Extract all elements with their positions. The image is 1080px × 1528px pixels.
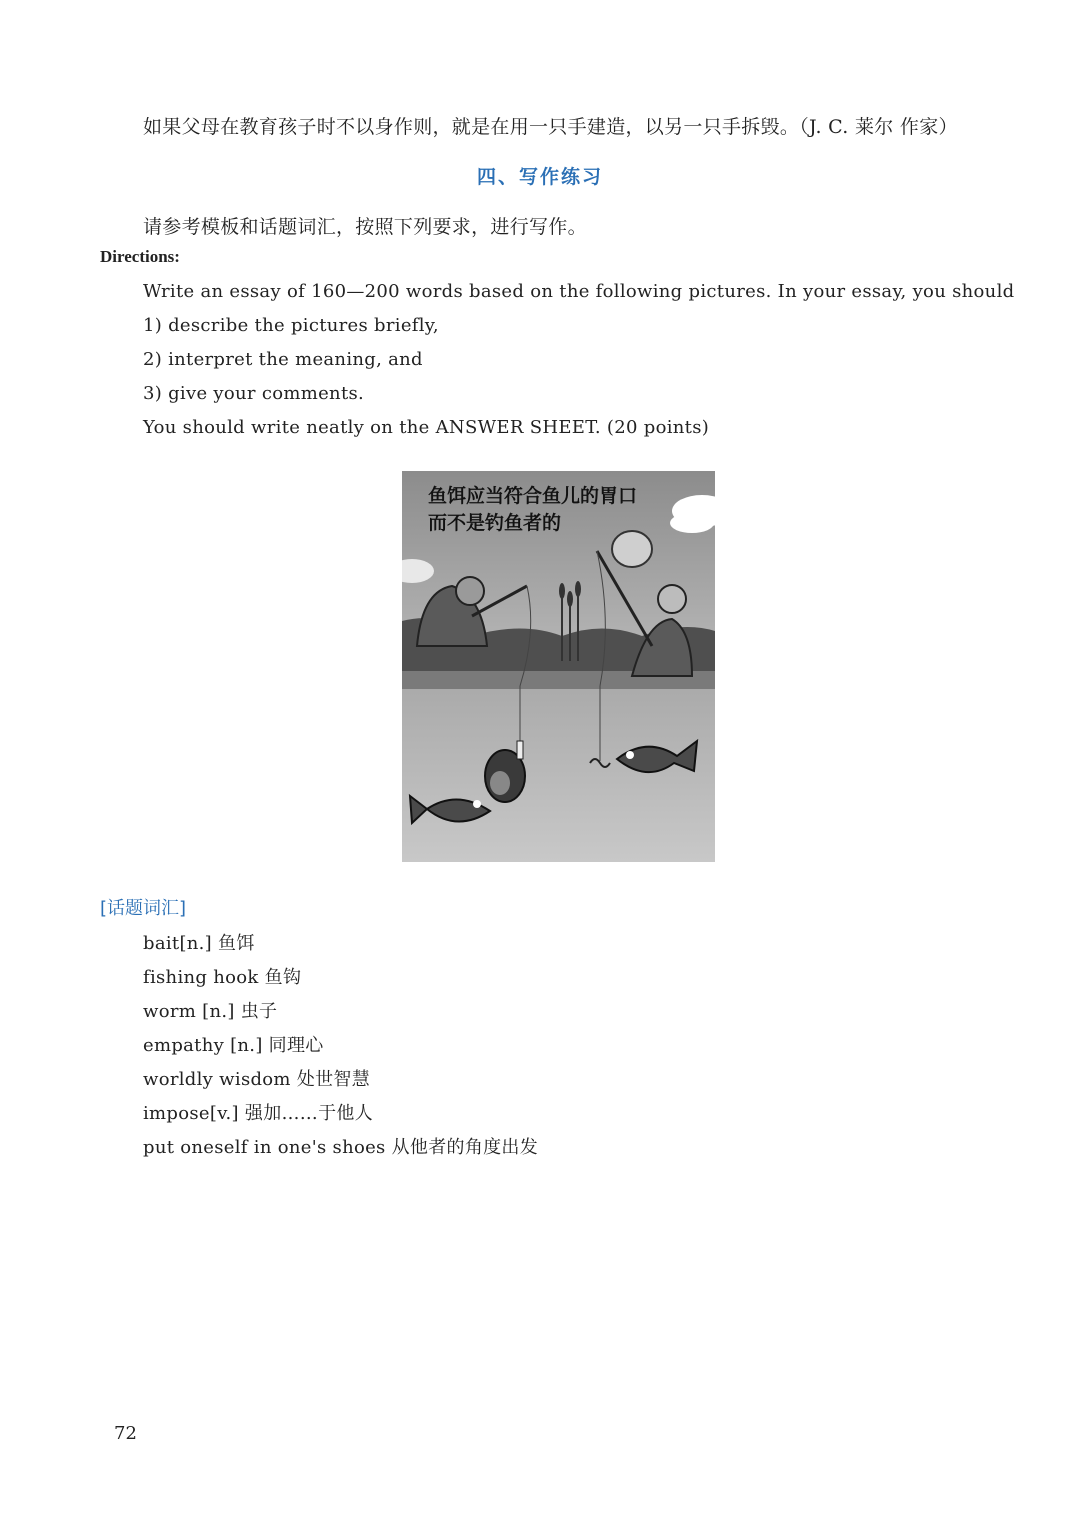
directions-label: Directions: <box>100 247 180 266</box>
vocab-item: put oneself in one's shoes 从他者的角度出发 <box>143 1137 539 1158</box>
section-title: 四、写作练习 <box>476 166 603 188</box>
vocab-item: impose[v.] 强加……于他人 <box>143 1103 373 1124</box>
vocab-item: fishing hook 鱼钩 <box>143 967 302 988</box>
cartoon-caption: 鱼饵应当符合鱼儿的胃口 <box>428 485 638 507</box>
directions-line: You should write neatly on the ANSWER SHEET. (20 points) <box>143 417 710 438</box>
directions-line: 1) describe the pictures briefly, <box>143 315 439 336</box>
vocab-heading: [话题词汇] <box>100 898 187 919</box>
vocab-item: worm [n.] 虫子 <box>143 1001 278 1022</box>
cartoon-caption: 而不是钓鱼者的 <box>428 512 562 534</box>
vocab-item: bait[n.] 鱼饵 <box>143 933 255 954</box>
vocab-item: worldly wisdom 处世智慧 <box>143 1069 371 1090</box>
instruction-text: 请参考模板和话题词汇，按照下列要求，进行写作。 <box>143 216 587 238</box>
directions-line: Write an essay of 160—200 words based on the following pictures. In your essay, you should <box>143 281 1015 302</box>
directions-line: 3) give your comments. <box>143 383 365 404</box>
directions-line: 2) interpret the meaning, and <box>143 349 423 370</box>
page-number: 72 <box>114 1423 137 1444</box>
vocab-item: empathy [n.] 同理心 <box>143 1035 324 1056</box>
fishing-cartoon <box>402 471 715 862</box>
quote-text: 如果父母在教育孩子时不以身作则，就是在用一只手建造，以另一只手拆毁。（J. C. 莱尔 作家） <box>143 116 958 138</box>
